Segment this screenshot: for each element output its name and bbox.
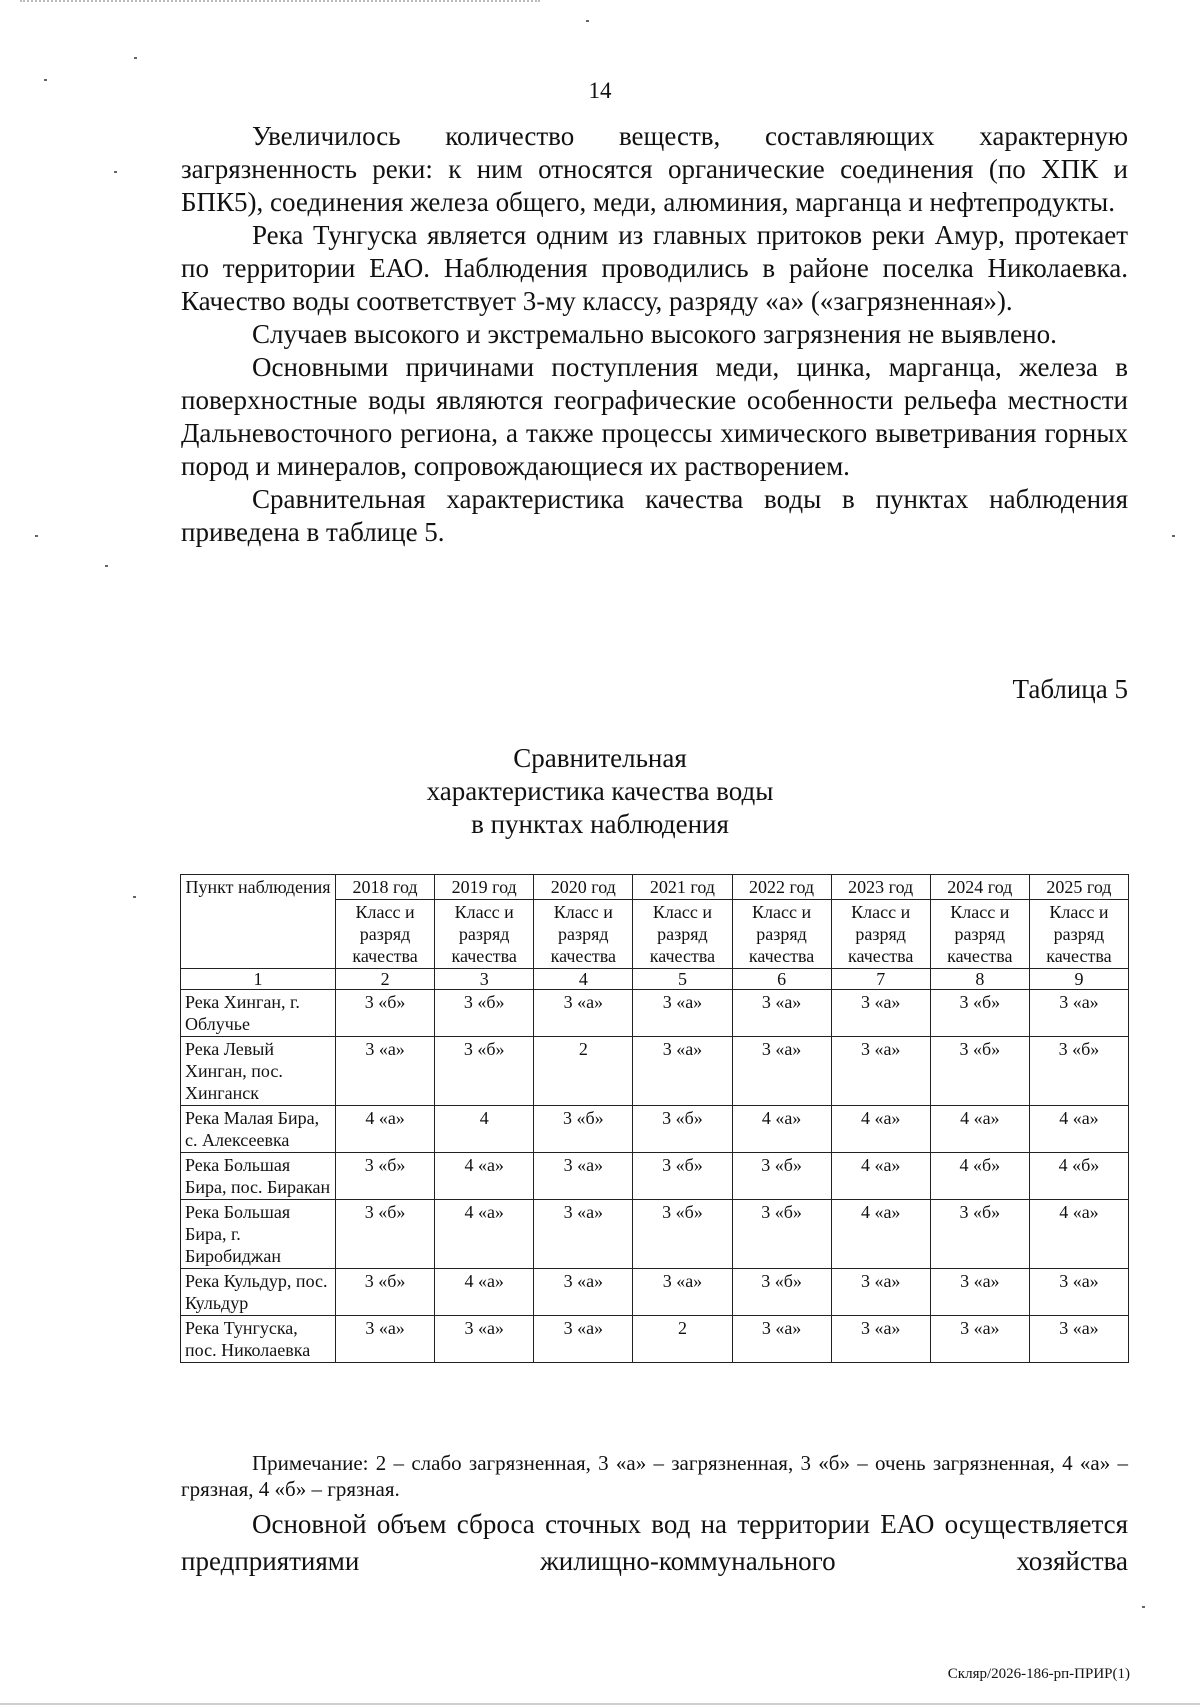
class-subheader: Класс и разряд качества	[435, 900, 534, 969]
observation-point: Река Левый Хинган, пос. Хинганск	[181, 1037, 336, 1106]
quality-cell: 3 «а»	[732, 1316, 831, 1363]
quality-cell: 3 «а»	[633, 1037, 732, 1106]
quality-cell: 3 «б»	[435, 1037, 534, 1106]
quality-cell: 3 «б»	[1029, 1037, 1128, 1106]
class-subheader: Класс и разряд качества	[336, 900, 435, 969]
quality-cell: 4 «а»	[1029, 1200, 1128, 1269]
quality-cell: 3 «а»	[831, 990, 930, 1037]
table-title-line: характеристика качества воды	[426, 776, 774, 806]
paragraph-no-extreme: Случаев высокого и экстремально высокого загрязнения не выявлено.	[252, 319, 1057, 349]
quality-cell: 3 «б»	[930, 1037, 1029, 1106]
table-title	[0, 742, 1200, 841]
quality-cell: 3 «а»	[732, 1037, 831, 1106]
table-row	[181, 1153, 1129, 1200]
quality-cell: 3 «а»	[534, 990, 633, 1037]
column-number: 6	[732, 969, 831, 990]
year-header: 2023 год	[831, 875, 930, 900]
scan-speck	[105, 565, 108, 567]
table-title-line: в пунктах наблюдения	[471, 809, 729, 839]
paragraph-discharge: Основной объем сброса сточных вод на территории ЕАО осуществляется предприятиями жилищно-коммунального хозяйства	[181, 1509, 1128, 1576]
quality-cell: 4 «а»	[732, 1106, 831, 1153]
column-number: 5	[633, 969, 732, 990]
year-header: 2024 год	[930, 875, 1029, 900]
quality-cell: 3 «а»	[1029, 1269, 1128, 1316]
quality-cell: 3 «б»	[930, 1200, 1029, 1269]
class-subheader: Класс и разряд качества	[534, 900, 633, 969]
quality-cell: 4 «а»	[831, 1153, 930, 1200]
observation-point: Река Малая Бира, с. Алексеевка	[181, 1106, 336, 1153]
quality-cell: 3 «б»	[633, 1106, 732, 1153]
table-row	[181, 1269, 1129, 1316]
quality-cell: 3 «а»	[930, 1269, 1029, 1316]
quality-cell: 4 «б»	[1029, 1153, 1128, 1200]
quality-cell: 4 «а»	[435, 1269, 534, 1316]
scan-bottom-edge	[0, 1703, 1200, 1705]
quality-cell: 4 «а»	[831, 1200, 930, 1269]
scan-speck	[114, 171, 117, 173]
quality-cell: 3 «а»	[633, 990, 732, 1037]
year-header: 2025 год	[1029, 875, 1128, 900]
quality-cell: 4 «а»	[336, 1106, 435, 1153]
quality-cell: 4 «а»	[930, 1106, 1029, 1153]
paragraph-tunguska: Река Тунгуска является одним из главных притоков реки Амур, протекает по территории ЕАО. Наблюдения проводились в районе поселка Николаевка. Качество воды соответствует 3-му классу, разряду «а» («загрязненная»).	[181, 220, 1128, 316]
paragraph-reference: Сравнительная характеристика качества воды в пунктах наблюдения приведена в таблице 5.	[181, 484, 1128, 547]
year-header: 2019 год	[435, 875, 534, 900]
document-code: Скляр/2026-186-рп-ПРИР(1)	[947, 1666, 1130, 1682]
quality-cell: 2	[633, 1316, 732, 1363]
quality-cell: 3 «а»	[1029, 990, 1128, 1037]
observation-point: Река Большая Бира, г. Биробиджан	[181, 1200, 336, 1269]
quality-cell: 3 «б»	[336, 1269, 435, 1316]
scan-speck	[133, 896, 136, 898]
quality-cell: 4 «а»	[831, 1106, 930, 1153]
table-row	[181, 1200, 1129, 1269]
quality-cell: 3 «б»	[633, 1200, 732, 1269]
quality-cell: 3 «а»	[831, 1316, 930, 1363]
quality-cell: 4 «а»	[435, 1200, 534, 1269]
observation-point: Река Хинган, г. Облучье	[181, 990, 336, 1037]
class-subheader: Класс и разряд качества	[831, 900, 930, 969]
scan-speck	[1172, 535, 1175, 537]
quality-cell: 3 «б»	[435, 990, 534, 1037]
class-subheader: Класс и разряд качества	[732, 900, 831, 969]
quality-cell: 3 «а»	[732, 990, 831, 1037]
quality-cell: 3 «а»	[633, 1269, 732, 1316]
quality-cell: 4 «а»	[435, 1153, 534, 1200]
column-number: 2	[336, 969, 435, 990]
quality-cell: 3 «б»	[732, 1269, 831, 1316]
table-row	[181, 990, 1129, 1037]
observation-point: Река Кульдур, пос. Кульдур	[181, 1269, 336, 1316]
scan-speck	[586, 20, 589, 22]
class-subheader: Класс и разряд качества	[930, 900, 1029, 969]
quality-cell: 4 «б»	[930, 1153, 1029, 1200]
observation-point: Река Большая Бира, пос. Биракан	[181, 1153, 336, 1200]
scan-speck	[1142, 1606, 1145, 1608]
observation-point: Река Тунгуска, пос. Николаевка	[181, 1316, 336, 1363]
quality-cell: 4	[435, 1106, 534, 1153]
paragraph-pollutants: Увеличилось количество веществ, составляющих характерную загрязненность реки: к ним относятся органические соединения (по ХПК и БПК5), соединения железа общего, меди, алюминия, марганца и нефтепродукты.	[181, 121, 1128, 217]
quality-cell: 3 «а»	[336, 1037, 435, 1106]
table-title-line: Сравнительная	[513, 743, 687, 773]
quality-cell: 4 «а»	[1029, 1106, 1128, 1153]
page-number: 14	[588, 78, 612, 103]
quality-cell: 3 «а»	[336, 1316, 435, 1363]
scan-speck	[134, 57, 137, 59]
quality-cell: 2	[534, 1037, 633, 1106]
table-row	[181, 1316, 1129, 1363]
paragraph-causes: Основными причинами поступления меди, цинка, марганца, железа в поверхностные воды являются географические особенности рельефа местности Дальневосточного региона, а также процессы химического выветривания горных пород и минералов, сопровождающиеся их растворением.	[181, 352, 1128, 481]
quality-cell: 3 «а»	[534, 1200, 633, 1269]
closing-text	[181, 1506, 1128, 1580]
quality-cell: 3 «б»	[732, 1153, 831, 1200]
column-number-row	[181, 969, 1129, 990]
column-number: 4	[534, 969, 633, 990]
quality-cell: 3 «а»	[435, 1316, 534, 1363]
column-number: 9	[1029, 969, 1128, 990]
year-header: 2020 год	[534, 875, 633, 900]
column-number: 7	[831, 969, 930, 990]
quality-cell: 3 «а»	[1029, 1316, 1128, 1363]
year-header: 2022 год	[732, 875, 831, 900]
quality-cell: 3 «а»	[831, 1269, 930, 1316]
water-quality-table	[180, 874, 1129, 1363]
table-row	[181, 1106, 1129, 1153]
column-number: 3	[435, 969, 534, 990]
column-number: 8	[930, 969, 1029, 990]
quality-cell: 3 «а»	[534, 1153, 633, 1200]
quality-cell: 3 «а»	[534, 1316, 633, 1363]
class-subheader: Класс и разряд качества	[1029, 900, 1128, 969]
quality-cell: 3 «б»	[336, 990, 435, 1037]
quality-cell: 3 «б»	[534, 1106, 633, 1153]
table-caption: Таблица 5	[1012, 674, 1128, 704]
quality-cell: 3 «а»	[534, 1269, 633, 1316]
quality-cell: 3 «б»	[633, 1153, 732, 1200]
column-number: 1	[181, 969, 336, 990]
scan-top-edge	[20, 0, 540, 4]
quality-cell: 3 «а»	[831, 1037, 930, 1106]
quality-cell: 3 «а»	[930, 1316, 1029, 1363]
scan-speck	[35, 535, 38, 537]
quality-cell: 3 «б»	[732, 1200, 831, 1269]
year-header: 2021 год	[633, 875, 732, 900]
table-row	[181, 1037, 1129, 1106]
quality-cell: 3 «б»	[930, 990, 1029, 1037]
point-header: Пункт наблюдения	[181, 875, 336, 969]
quality-cell: 3 «б»	[336, 1153, 435, 1200]
year-header: 2018 год	[336, 875, 435, 900]
scan-speck	[44, 79, 47, 81]
table-note: Примечание: 2 – слабо загрязненная, 3 «а» – загрязненная, 3 «б» – очень загрязненная, 4 «а» – грязная, 4 «б» – грязная.	[181, 1451, 1128, 1501]
class-subheader: Класс и разряд качества	[633, 900, 732, 969]
quality-cell: 3 «б»	[336, 1200, 435, 1269]
body-text	[181, 120, 1128, 549]
